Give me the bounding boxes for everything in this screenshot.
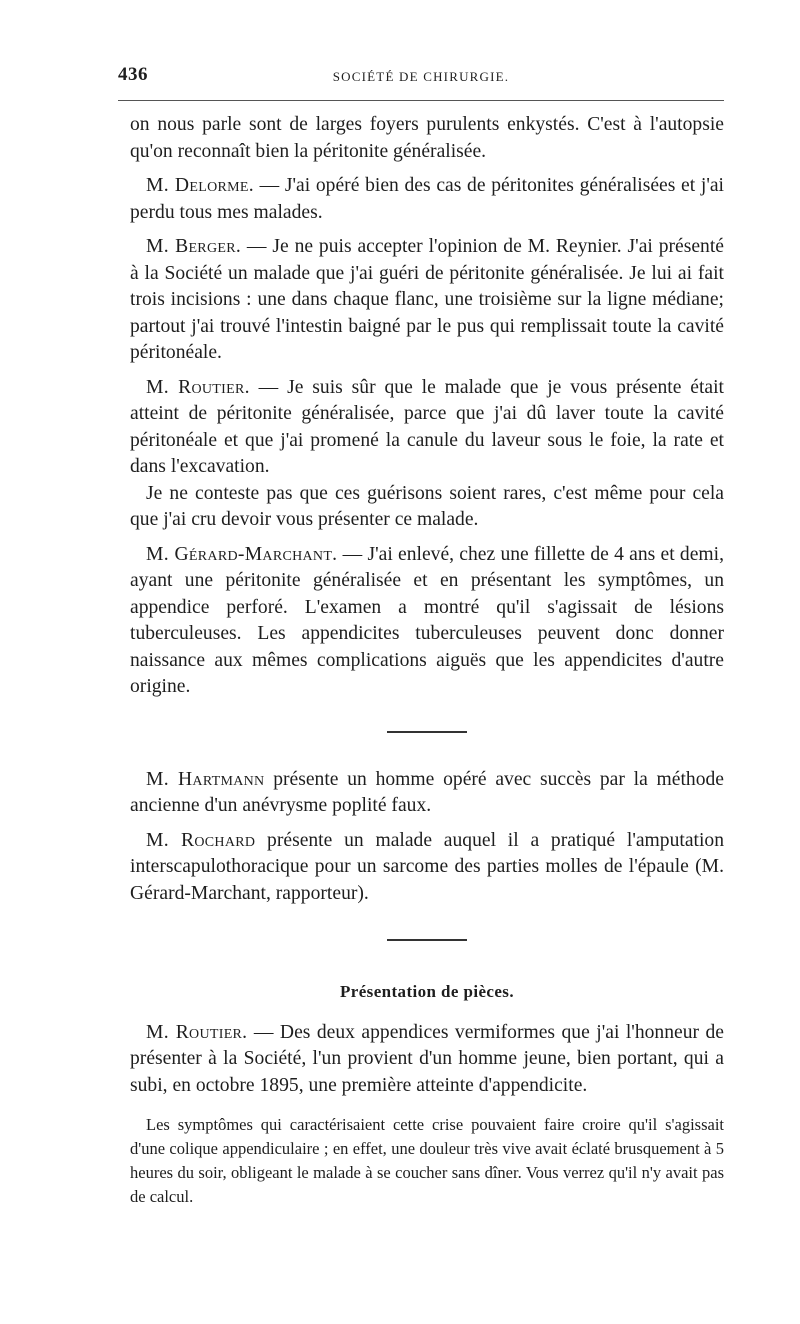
paragraph-text: — J'ai enlevé, chez une fillette de 4 ans et demi, ayant une péritonite généralisée et en présentant les symptômes, un appendice perforé. L'examen a montré qu'il s'agissait de lésions tuberculeuses. Les appendicites tuberculeuses peuvent donc donner naissance aux mêmes complications aiguës que les appendicites d'autre origine.: [130, 543, 724, 697]
paragraph-text: présente un malade auquel il a pratiqué l'amputation interscapulothoracique pour un sarcome des parties molles de l'épaule (M. Gérard-Marchant, rapporteur).: [130, 829, 725, 904]
paragraph-text: — Des deux appendices vermiformes que j'ai l'honneur de présenter à la Société, l'un provient d'un homme jeune, bien portant, qui a subi, en octobre 1895, une première atteinte d'appendicite.: [130, 1021, 724, 1096]
speaker-name: M. Berger.: [146, 236, 242, 257]
page-number: 436: [118, 64, 148, 85]
header-rule: [118, 100, 724, 101]
speaker-name: M. Hartmann: [146, 768, 265, 790]
speaker-name: M. Gérard-Marchant.: [146, 543, 338, 565]
running-title: SOCIÉTÉ DE CHIRURGIE.: [332, 69, 510, 84]
paragraph-routier-pieces: [130, 1020, 724, 1100]
paragraph-continuation: [130, 112, 724, 165]
speaker-name: M. Rochard: [146, 829, 256, 851]
speaker-name: M. Delorme.: [146, 175, 254, 196]
section-separator: [387, 731, 467, 733]
paragraph-text: — Je suis sûr que le malade que je vous présente était atteint de péritonite généralisée, parce que j'ai dû laver toute la cavité péritonéale et que j'ai promené la canule du laveur sous le foie, la rate et dans l'excavation.: [130, 376, 724, 477]
page-header: [118, 64, 724, 94]
paragraph-hartmann: [130, 767, 724, 820]
paragraph-berger: [130, 234, 724, 367]
speaker-name: M. Routier.: [146, 1021, 248, 1043]
paragraph-routier: [130, 375, 724, 481]
paragraph-delorme: [130, 173, 724, 226]
paragraph-gerard-marchant: [130, 542, 724, 701]
paragraph-text: présente un homme opéré avec succès par la méthode ancienne d'un anévrysme poplité faux.: [130, 768, 724, 816]
section-title: Présentation de pièces.: [340, 982, 514, 1001]
section-separator: [387, 939, 467, 941]
paragraph-text: Les symptômes qui caractérisaient cette crise pouvaient faire croire qu'il s'agissait d'une colique appendiculaire ; en effet, une douleur très vive avait éclaté brusquement à 5 heures du soir, obligeant le malade à se coucher sans dîner. Vous verrez qu'il n'y avait pas de calcul.: [130, 1115, 724, 1206]
paragraph-routier-continued: [130, 481, 724, 534]
paragraph-text: — Je ne puis accepter l'opinion de M. Reynier. J'ai présenté à la Société un malade que j'ai guéri de péritonite généralisée. Je lui ai fait trois incisions : une dans chaque flanc, une troisième sur la ligne médiane; partout j'ai trouvé l'intestin baigné par le pus qui remplissait toute la cavité péritonéale.: [130, 236, 724, 363]
paragraph-small-print: [130, 1113, 724, 1209]
speaker-name: M. Routier.: [146, 376, 250, 398]
paragraph-text: on nous parle sont de larges foyers purulents enkystés. C'est à l'autopsie qu'on reconnaît bien la péritonite généralisée.: [130, 114, 724, 162]
paragraph-text: Je ne conteste pas que ces guérisons soient rares, c'est même pour cela que j'ai cru devoir vous présenter ce malade.: [130, 482, 724, 530]
paragraph-rochard: [130, 828, 724, 908]
paragraph-text: — J'ai opéré bien des cas de péritonites généralisées et j'ai perdu tous mes malades.: [130, 175, 724, 223]
body-text: [130, 112, 724, 1209]
